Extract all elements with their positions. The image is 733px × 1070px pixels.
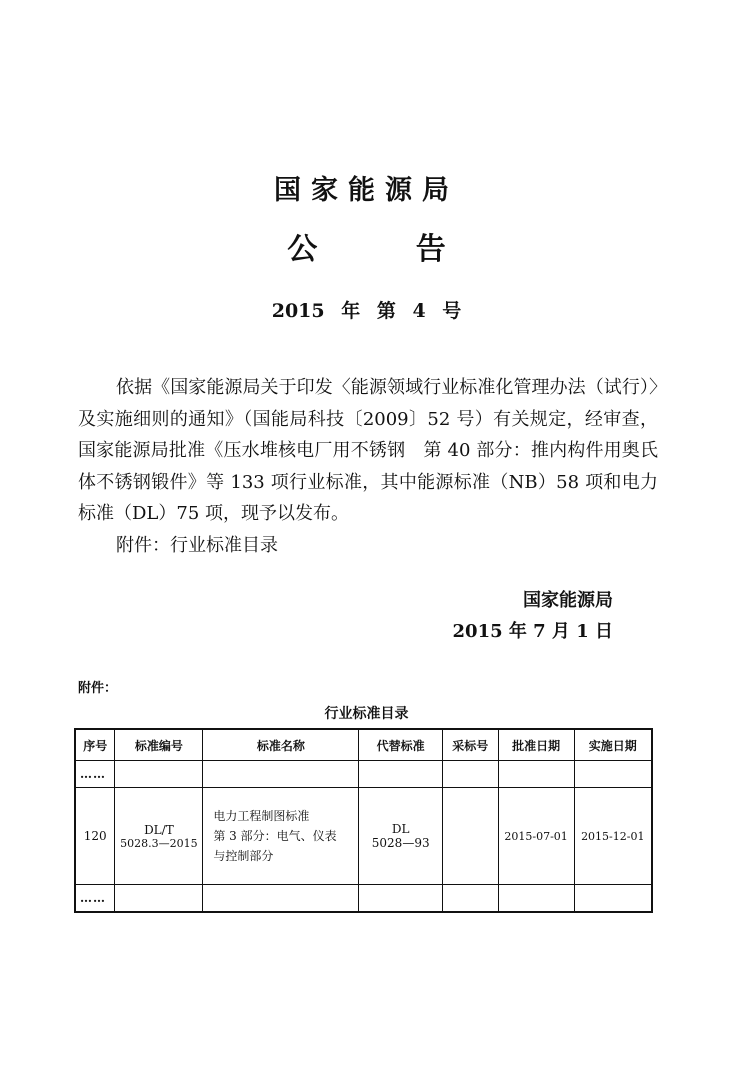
row-name-line: 电力工程制图标准 <box>213 809 310 823</box>
announcement-paragraph: 依据《国家能源局关于印发〈能源领域行业标准化管理办法（试行）〉及实施细则的通知》（国能局科技〔2009〕52 号）有关规定，经审查，国家能源局批准《压水堆核电厂用不锈钢 第 40 部分：推内构件用奥氏体不锈钢锻件》等 133 项行业标准，其中能源标准（NB）58 项和电力标准（DL）75 项，现予以发布。 <box>78 377 658 524</box>
row-approve-date: 2015-07-01 <box>498 788 574 885</box>
row-code-prefix: DL/T <box>144 822 174 837</box>
header-effective-date: 实施日期 <box>574 729 652 761</box>
empty-cell <box>359 761 443 788</box>
ellipsis-cell: …… <box>75 761 115 788</box>
row-name-line: 第 3 部分：电气、仪表 <box>213 829 337 843</box>
table-row <box>75 788 652 885</box>
empty-cell <box>498 761 574 788</box>
issue-number: 2015 年 第 4 号 <box>271 300 462 322</box>
row-replaces-number: 5028—93 <box>371 836 430 850</box>
row-replaces-prefix: DL <box>391 822 410 836</box>
row-name <box>203 788 359 885</box>
row-effective-date: 2015-12-01 <box>574 788 652 885</box>
header-replaces: 代替标准 <box>359 729 443 761</box>
document-type-title: 公 告 <box>287 232 490 267</box>
row-code-number: 5028.3—2015 <box>120 836 198 850</box>
header-name: 标准名称 <box>203 729 359 761</box>
table-row-ellipsis-bottom <box>75 885 652 913</box>
row-replaces <box>359 788 443 885</box>
announcement-body <box>78 372 658 561</box>
standards-table <box>74 728 653 913</box>
header-adopted: 采标号 <box>442 729 498 761</box>
header-approve-date: 批准日期 <box>498 729 574 761</box>
empty-cell <box>574 885 652 913</box>
signature-date: 2015 年 7 月 1 日 <box>452 621 613 642</box>
empty-cell <box>498 885 574 913</box>
ellipsis-cell: …… <box>75 885 115 913</box>
row-code <box>115 788 203 885</box>
empty-cell <box>115 885 203 913</box>
table-header-row <box>75 729 652 761</box>
row-name-line: 与控制部分 <box>213 849 274 863</box>
empty-cell <box>442 761 498 788</box>
empty-cell <box>203 761 359 788</box>
empty-cell <box>203 885 359 913</box>
attachment-reference: 附件：行业标准目录 <box>116 534 278 556</box>
header-code: 标准编号 <box>115 729 203 761</box>
row-seq: 120 <box>75 788 115 885</box>
attachment-label: 附件： <box>78 681 118 696</box>
table-title: 行业标准目录 <box>324 706 409 722</box>
row-adopted <box>442 788 498 885</box>
empty-cell <box>574 761 652 788</box>
signature-org: 国家能源局 <box>523 590 613 611</box>
issuing-org-title: 国家能源局 <box>274 175 459 206</box>
table-row-ellipsis-top <box>75 761 652 788</box>
empty-cell <box>115 761 203 788</box>
header-seq: 序号 <box>75 729 115 761</box>
empty-cell <box>359 885 443 913</box>
empty-cell <box>442 885 498 913</box>
